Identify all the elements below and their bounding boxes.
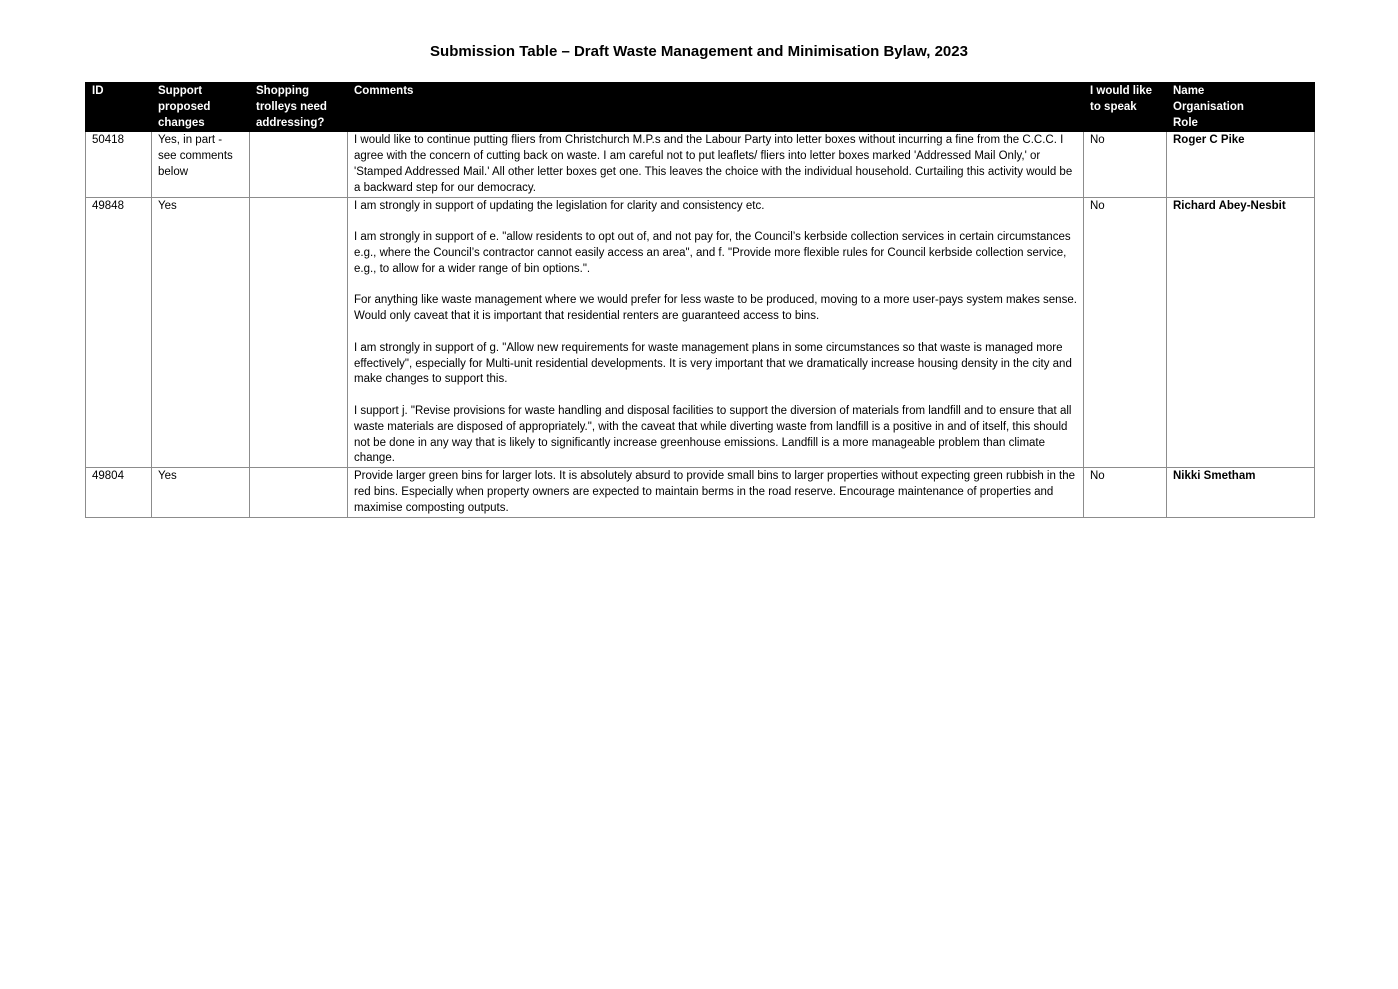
header-name-line: Role [1173, 116, 1198, 129]
table-row [86, 197, 1315, 468]
header-id [86, 83, 152, 132]
cell-speak: No [1084, 197, 1167, 468]
cell-speak: No [1084, 468, 1167, 517]
cell-trolleys [250, 132, 348, 197]
header-id-label: ID [92, 85, 104, 97]
header-trolleys-line: addressing? [256, 116, 325, 129]
cell-trolleys [250, 468, 348, 517]
comment-paragraph: I would like to continue putting fliers from Christchurch M.P.s and the Labour Party into letter boxes without incurring a fine from the C.C.C. I agree with the concern of cutting back on waste. I am careful not to put leaflets/ fliers into letter boxes marked 'Addressed Mail Only,' or 'Stamped Addressed Mail.' All other letter boxes get one. This leaves the choice with the individual household. Curtailing this activity would be a backward step for our democracy. [354, 134, 1073, 194]
header-comments-label: Comments [354, 85, 414, 97]
header-trolleys-line: trolleys need [256, 100, 327, 113]
submission-table [85, 82, 1315, 518]
table-row [86, 132, 1315, 197]
comment-paragraph: I am strongly in support of updating the legislation for clarity and consistency etc. [354, 199, 765, 212]
comment-paragraph: Provide larger green bins for larger lots. It is absolutely absurd to provide small bins to larger properties without expecting green rubbish in the red bins. Especially when property owners are expected to maintain berms in the road reserve. Encourage maintenance of properties and maximise composting outputs. [354, 470, 1076, 514]
cell-comments [348, 132, 1084, 197]
cell-id: 50418 [86, 132, 152, 197]
header-trolleys [250, 83, 348, 132]
header-speak [1084, 83, 1167, 132]
table-row [86, 468, 1315, 517]
header-support-line: proposed [158, 100, 211, 113]
comment-paragraph: I support j. "Revise provisions for waste handling and disposal facilities to support the diversion of materials from landfill and to ensure that all waste materials are disposed of appropriately.", with the caveat that while diverting waste from landfill is a positive in and of itself, this should not be done in any way that is likely to significantly increase greenhouse emissions. Landfill is a more manageable problem than climate change. [354, 404, 1072, 465]
cell-name: Nikki Smetham [1167, 468, 1315, 517]
comment-paragraph: I am strongly in support of g. "Allow new requirements for waste management plans in some circumstances so that waste is managed more effectively", especially for Multi-unit residential developments. It is very important that we dramatically increase housing density in the city and make changes to support this. [354, 341, 1072, 386]
comment-paragraph: I am strongly in support of e. "allow residents to opt out of, and not pay for, the Council’s kerbside collection services in certain circumstances e.g., where the Council’s contractor cannot easily access an area", and f. "Provide more flexible rules for Council kerbside collection service, e.g., to allow for a wider range of bin options.". [354, 231, 1071, 275]
header-support-line: Support [158, 85, 203, 97]
header-speak-line: to speak [1090, 100, 1137, 113]
header-name-line: Name [1173, 85, 1205, 97]
cell-id: 49848 [86, 197, 152, 468]
comment-paragraph: For anything like waste management where we would prefer for less waste to be produced, moving to a more user-pays system makes sense. Would only caveat that it is important that residential renters are guaranteed access to bins. [354, 294, 1077, 323]
header-support [152, 83, 250, 132]
header-comments [348, 83, 1084, 132]
cell-id: 49804 [86, 468, 152, 517]
cell-comments [348, 468, 1084, 517]
cell-name: Roger C Pike [1167, 132, 1315, 197]
header-trolleys-line: Shopping [256, 85, 310, 97]
cell-support: Yes, in part - see comments below [152, 132, 250, 197]
header-name [1167, 83, 1315, 132]
cell-name: Richard Abey-Nesbit [1167, 197, 1315, 468]
cell-support: Yes [152, 197, 250, 468]
header-support-line: changes [158, 116, 205, 129]
cell-comments [348, 197, 1084, 468]
table-header-row [86, 83, 1315, 132]
header-name-line: Organisation [1173, 100, 1244, 113]
cell-speak: No [1084, 132, 1167, 197]
page-title: Submission Table – Draft Waste Management and Minimisation Bylaw, 2023 [430, 43, 968, 60]
cell-support: Yes [152, 468, 250, 517]
header-speak-line: I would like [1090, 85, 1152, 97]
cell-trolleys [250, 197, 348, 468]
